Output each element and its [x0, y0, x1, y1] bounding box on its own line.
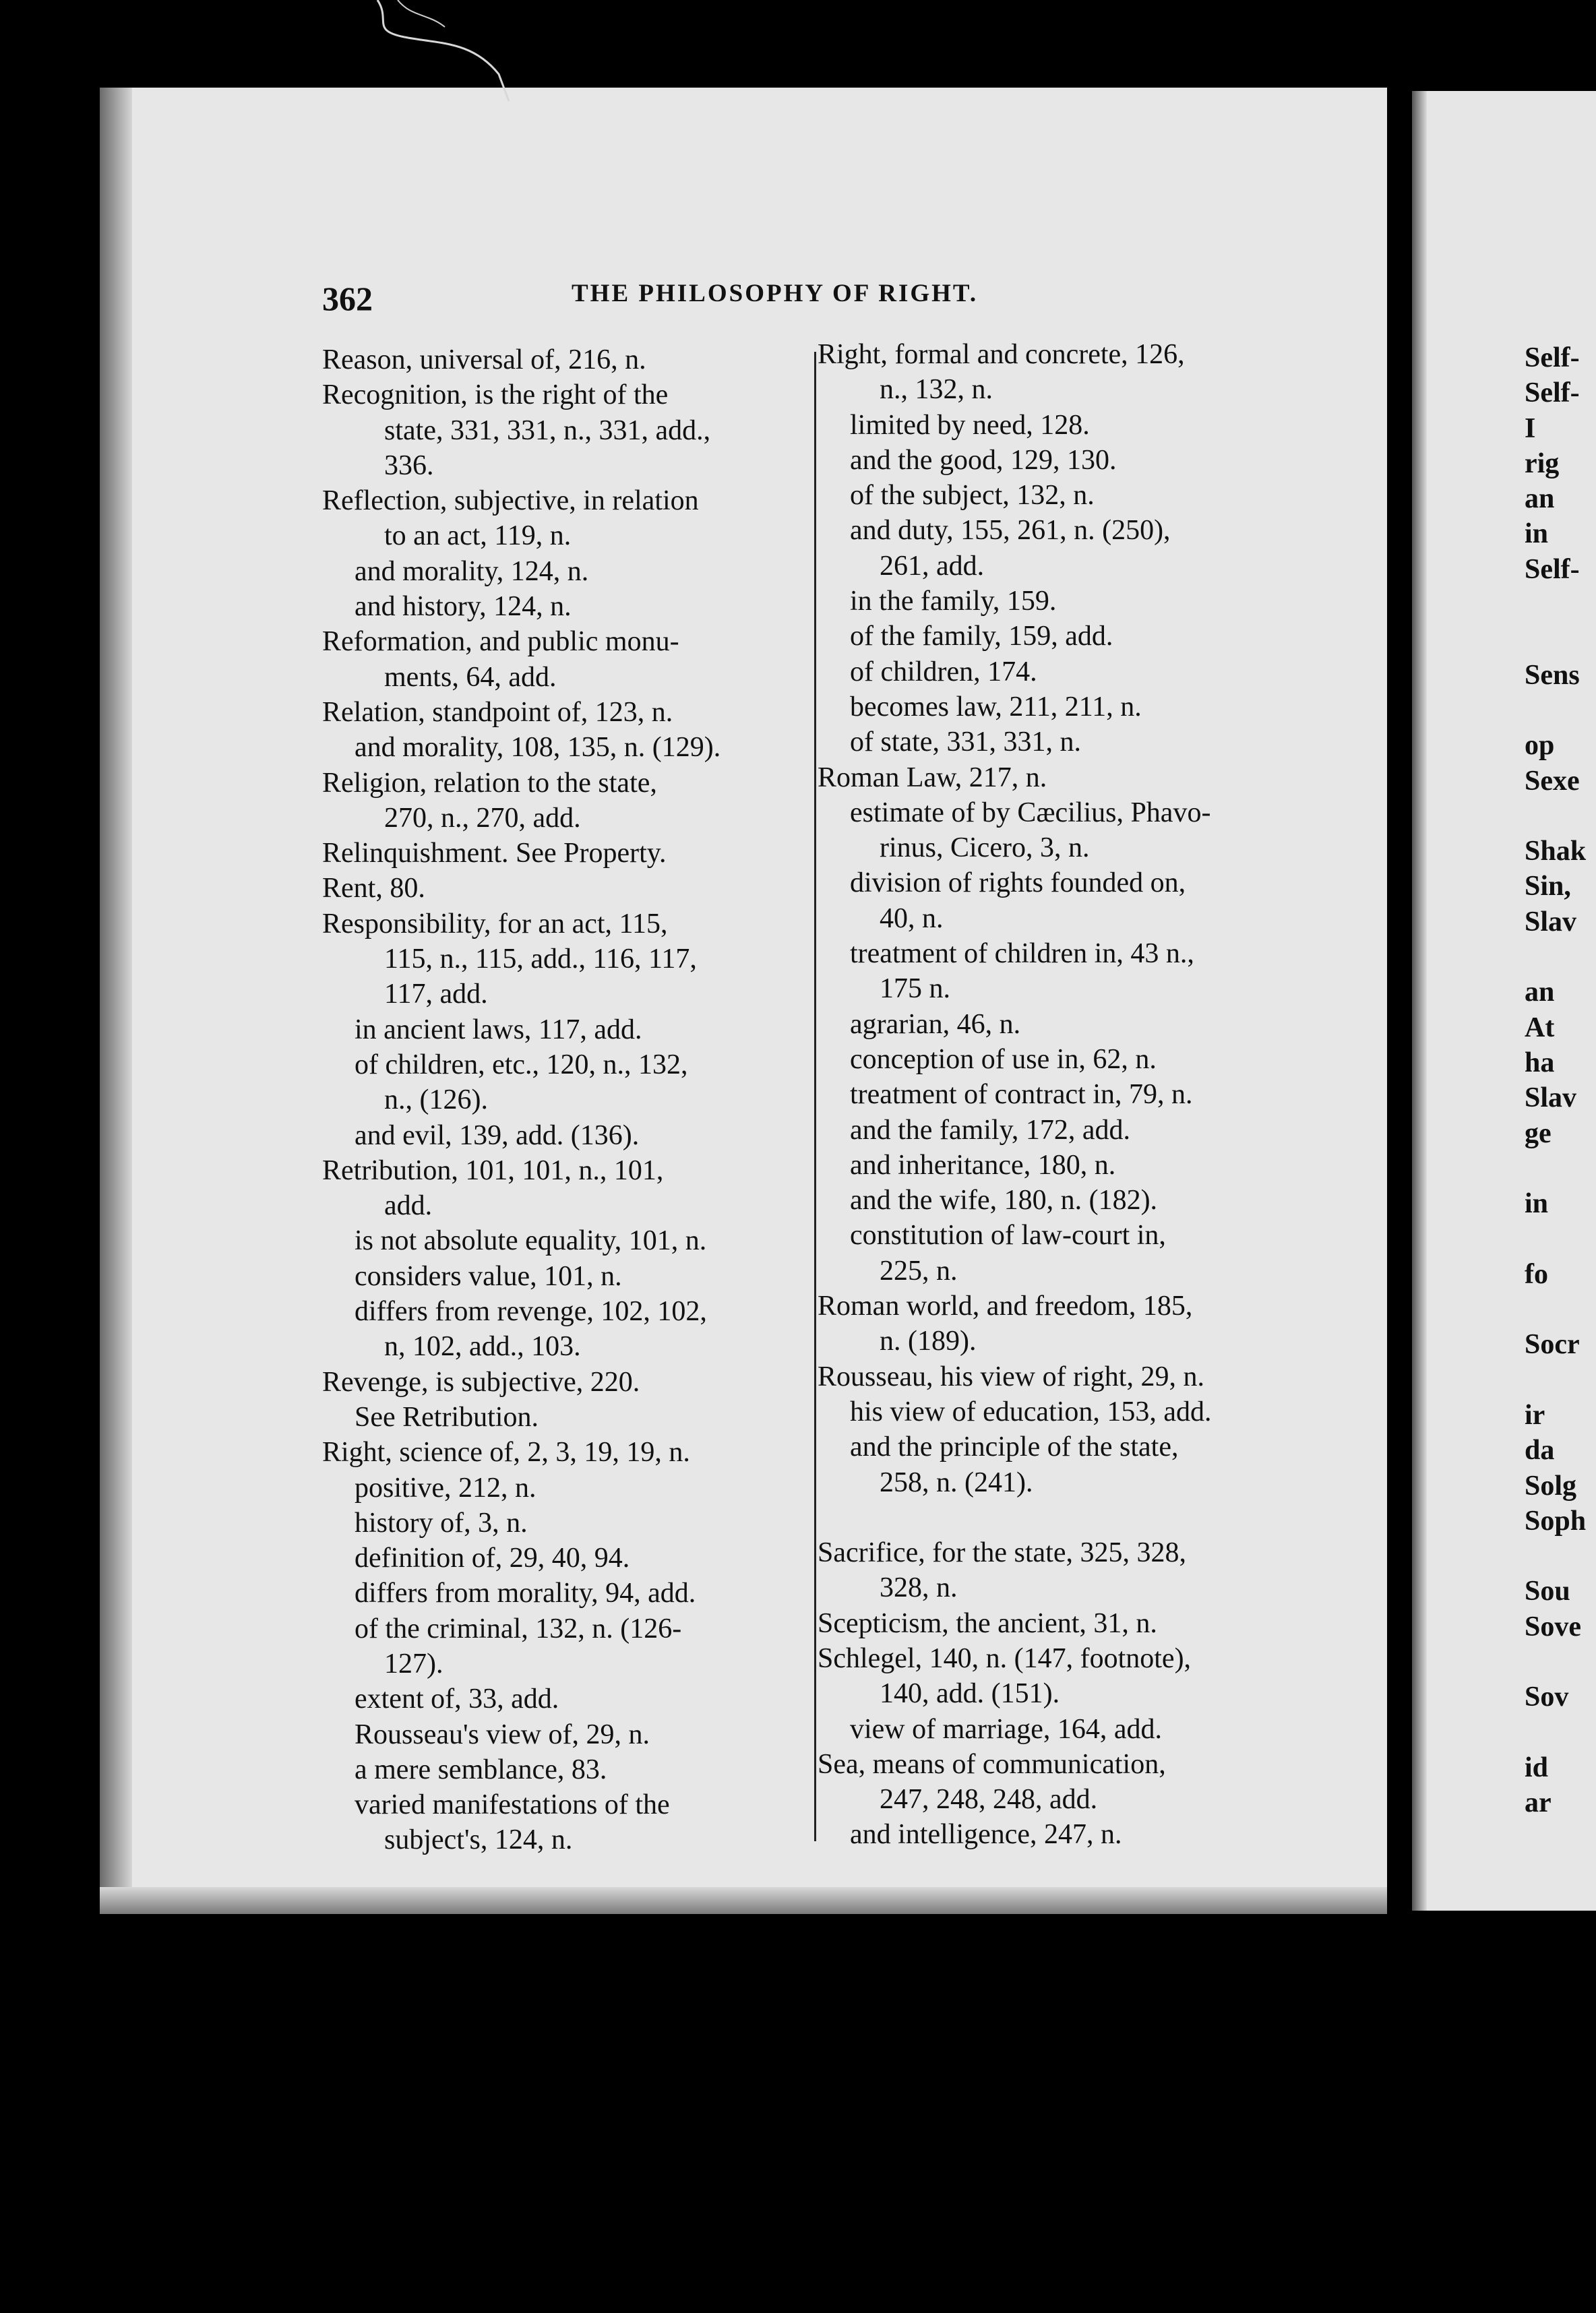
- index-entry: and the principle of the state,: [850, 1431, 1179, 1463]
- index-entry: Rousseau's view of, 29, n.: [355, 1719, 650, 1750]
- next-page-column-fragment: [1525, 340, 1596, 1820]
- next-page-fragment: an: [1525, 483, 1555, 515]
- index-entry: 175 n.: [880, 973, 950, 1005]
- next-page-fragment: [1525, 622, 1596, 657]
- index-entry: definition of, 29, 40, 94.: [355, 1543, 630, 1574]
- next-page-fragment: [1525, 799, 1596, 834]
- index-entry: Religion, relation to the state,: [322, 767, 657, 799]
- index-entry: of the criminal, 132, n. (126-: [355, 1613, 682, 1644]
- index-entry: Rousseau, his view of right, 29, n.: [818, 1361, 1204, 1392]
- next-page-fragment: I: [1525, 412, 1536, 444]
- index-entry: n., 132, n.: [880, 374, 993, 406]
- index-entry: and morality, 108, 135, n. (129).: [355, 732, 721, 764]
- index-entry: of state, 331, 331, n.: [850, 727, 1081, 758]
- index-entry: 328, n.: [880, 1572, 958, 1604]
- page-header: [322, 275, 1232, 322]
- index-entry: becomes law, 211, 211, n.: [850, 691, 1142, 722]
- index-entry: state, 331, 331, n., 331, add.,: [384, 414, 711, 446]
- next-page-fragment: [1525, 1292, 1596, 1327]
- next-page-fragment: [1525, 693, 1596, 728]
- index-entry: See Retribution.: [355, 1401, 539, 1433]
- next-page-fragment: Self-: [1525, 377, 1580, 409]
- next-page-fragment: Soph: [1525, 1505, 1587, 1537]
- index-entry: Relation, standpoint of, 123, n.: [322, 696, 673, 728]
- index-entry: Right, formal and concrete, 126,: [818, 339, 1185, 370]
- index-entry: n. (189).: [880, 1326, 977, 1357]
- index-entry: Retribution, 101, 101, n., 101,: [322, 1154, 664, 1186]
- next-page-fragment: [1525, 1539, 1596, 1574]
- next-page-gutter-shadow: [1412, 91, 1427, 1911]
- index-entry: ments, 64, add.: [384, 661, 557, 693]
- index-entry: Recognition, is the right of the: [322, 379, 669, 411]
- index-entry: history of, 3, n.: [355, 1507, 528, 1539]
- index-entry: extent of, 33, add.: [355, 1684, 559, 1715]
- running-title: THE PHILOSOPHY OF RIGHT.: [572, 280, 979, 307]
- next-page-fragment: in: [1525, 518, 1549, 550]
- index-entry: conception of use in, 62, n.: [850, 1043, 1157, 1075]
- index-entry: and history, 124, n.: [355, 591, 572, 623]
- index-entry: is not absolute equality, 101, n.: [355, 1225, 707, 1257]
- next-page-fragment: fo: [1525, 1258, 1548, 1290]
- index-entry: [818, 1500, 1283, 1535]
- index-entry: 336.: [384, 450, 434, 481]
- index-entry: 140, add. (151).: [880, 1678, 1060, 1710]
- next-page-fragment: Sens: [1525, 659, 1580, 691]
- next-page-fragment: rig: [1525, 448, 1560, 479]
- index-entry: 115, n., 115, add., 116, 117,: [384, 944, 697, 975]
- index-entry: estimate of by Cæcilius, Phavo-: [850, 797, 1211, 828]
- next-page-fragment: [1525, 1151, 1596, 1186]
- thread-scribble: [364, 0, 526, 101]
- next-page-fragment: an: [1525, 977, 1555, 1008]
- index-entry: Rent, 80.: [322, 873, 425, 904]
- index-entry: of the family, 159, add.: [850, 621, 1113, 652]
- next-page-fragment: ar: [1525, 1787, 1552, 1819]
- index-entry: in ancient laws, 117, add.: [355, 1014, 642, 1045]
- next-page-fragment: ir: [1525, 1399, 1545, 1431]
- index-entry: Responsibility, for an act, 115,: [322, 908, 668, 939]
- index-entry: and morality, 124, n.: [355, 555, 589, 587]
- index-entry: and evil, 139, add. (136).: [355, 1119, 640, 1151]
- index-entry: Reformation, and public monu-: [322, 626, 679, 658]
- index-entry: agrarian, 46, n.: [850, 1008, 1021, 1040]
- index-entry: n, 102, add., 103.: [384, 1331, 581, 1363]
- index-entry: n., (126).: [384, 1084, 488, 1116]
- next-page-fragment: Sin,: [1525, 871, 1571, 902]
- index-entry: and the family, 172, add.: [850, 1114, 1131, 1146]
- index-entry: limited by need, 128.: [850, 409, 1090, 441]
- index-entry: his view of education, 153, add.: [850, 1396, 1212, 1427]
- next-page-fragment: Socr: [1525, 1329, 1580, 1361]
- index-entry: 270, n., 270, add.: [384, 802, 581, 834]
- index-entry: treatment of children in, 43 n.,: [850, 938, 1194, 970]
- next-page-fragment: [1525, 1715, 1596, 1750]
- index-entry: Roman world, and freedom, 185,: [818, 1291, 1193, 1322]
- index-entry: Sea, means of communication,: [818, 1748, 1166, 1780]
- index-entry: 225, n.: [880, 1255, 958, 1287]
- index-entry: differs from revenge, 102, 102,: [355, 1296, 707, 1328]
- next-page-fragment: Shak: [1525, 836, 1587, 867]
- index-entry: and the good, 129, 130.: [850, 444, 1117, 476]
- index-entry: considers value, 101, n.: [355, 1260, 622, 1292]
- index-entry: Reason, universal of, 216, n.: [322, 344, 646, 375]
- index-entry: positive, 212, n.: [355, 1472, 536, 1504]
- next-page-fragment: At: [1525, 1012, 1555, 1043]
- next-page-fragment: [1525, 939, 1596, 975]
- next-page-fragment: ha: [1525, 1047, 1555, 1078]
- next-page-fragment: op: [1525, 730, 1555, 762]
- page-gutter-shadow: [100, 88, 132, 1914]
- column-divider: [814, 352, 816, 1841]
- index-entry: varied manifestations of the: [355, 1789, 670, 1821]
- next-page-fragment: ge: [1525, 1117, 1552, 1149]
- index-entry: of children, 174.: [850, 656, 1037, 687]
- next-page-fragment: Sexe: [1525, 765, 1580, 797]
- index-entry: and the wife, 180, n. (182).: [850, 1185, 1158, 1216]
- next-page-fragment: Sou: [1525, 1576, 1570, 1607]
- index-entry: and inheritance, 180, n.: [850, 1149, 1116, 1181]
- index-entry: rinus, Cicero, 3, n.: [880, 832, 1090, 864]
- index-entry: 261, add.: [880, 550, 985, 582]
- index-entry: and intelligence, 247, n.: [850, 1819, 1122, 1851]
- index-entry: 247, 248, 248, add.: [880, 1784, 1098, 1816]
- index-entry: Reflection, subjective, in relation: [322, 485, 699, 517]
- index-entry: Right, science of, 2, 3, 19, 19, n.: [322, 1437, 690, 1469]
- index-entry: division of rights founded on,: [850, 867, 1186, 899]
- page-bottom-edge: [100, 1887, 1387, 1914]
- index-entry: Roman Law, 217, n.: [818, 762, 1047, 793]
- index-entry: Relinquishment. See Property.: [322, 838, 667, 869]
- next-page-fragment: [1525, 1221, 1596, 1256]
- next-page-fragment: [1525, 1363, 1596, 1398]
- index-entry: to an act, 119, n.: [384, 520, 572, 552]
- next-page-fragment: [1525, 587, 1596, 622]
- index-column-right: [818, 337, 1283, 1853]
- index-entry: and duty, 155, 261, n. (250),: [850, 515, 1171, 547]
- next-page-fragment: Sove: [1525, 1611, 1581, 1642]
- index-entry: Sacrifice, for the state, 325, 328,: [818, 1537, 1186, 1569]
- index-entry: of the subject, 132, n.: [850, 480, 1095, 512]
- index-entry: Revenge, is subjective, 220.: [322, 1366, 640, 1398]
- next-page-fragment: id: [1525, 1752, 1549, 1783]
- index-entry: 117, add.: [384, 979, 488, 1010]
- index-entry: constitution of law-court in,: [850, 1220, 1166, 1252]
- index-entry: add.: [384, 1190, 433, 1222]
- index-entry: a mere semblance, 83.: [355, 1754, 607, 1785]
- index-entry: view of marriage, 164, add.: [850, 1713, 1163, 1745]
- index-entry: subject's, 124, n.: [384, 1824, 573, 1856]
- index-entry: differs from morality, 94, add.: [355, 1578, 696, 1609]
- next-page-fragment: Slav: [1525, 1082, 1577, 1114]
- index-entry: 40, n.: [880, 902, 944, 934]
- next-page-fragment: Self-: [1525, 553, 1580, 585]
- index-entry: 127).: [384, 1648, 443, 1679]
- index-entry: in the family, 159.: [850, 586, 1057, 617]
- index-entry: of children, etc., 120, n., 132,: [355, 1049, 688, 1080]
- next-page-fragment: Self-: [1525, 342, 1580, 373]
- next-page-fragment: Slav: [1525, 906, 1577, 937]
- next-page-fragment: Sov: [1525, 1682, 1569, 1713]
- next-page-fragment: Solg: [1525, 1470, 1577, 1502]
- page-number: 362: [322, 280, 373, 317]
- next-page-fragment: in: [1525, 1188, 1549, 1220]
- index-entry: Scepticism, the ancient, 31, n.: [818, 1607, 1157, 1639]
- index-entry: Schlegel, 140, n. (147, footnote),: [818, 1642, 1192, 1674]
- index-entry: 258, n. (241).: [880, 1467, 1033, 1498]
- index-entry: treatment of contract in, 79, n.: [850, 1079, 1193, 1111]
- next-page-fragment: da: [1525, 1435, 1555, 1467]
- next-page-fragment: [1525, 1644, 1596, 1679]
- index-column-left: [322, 342, 780, 1858]
